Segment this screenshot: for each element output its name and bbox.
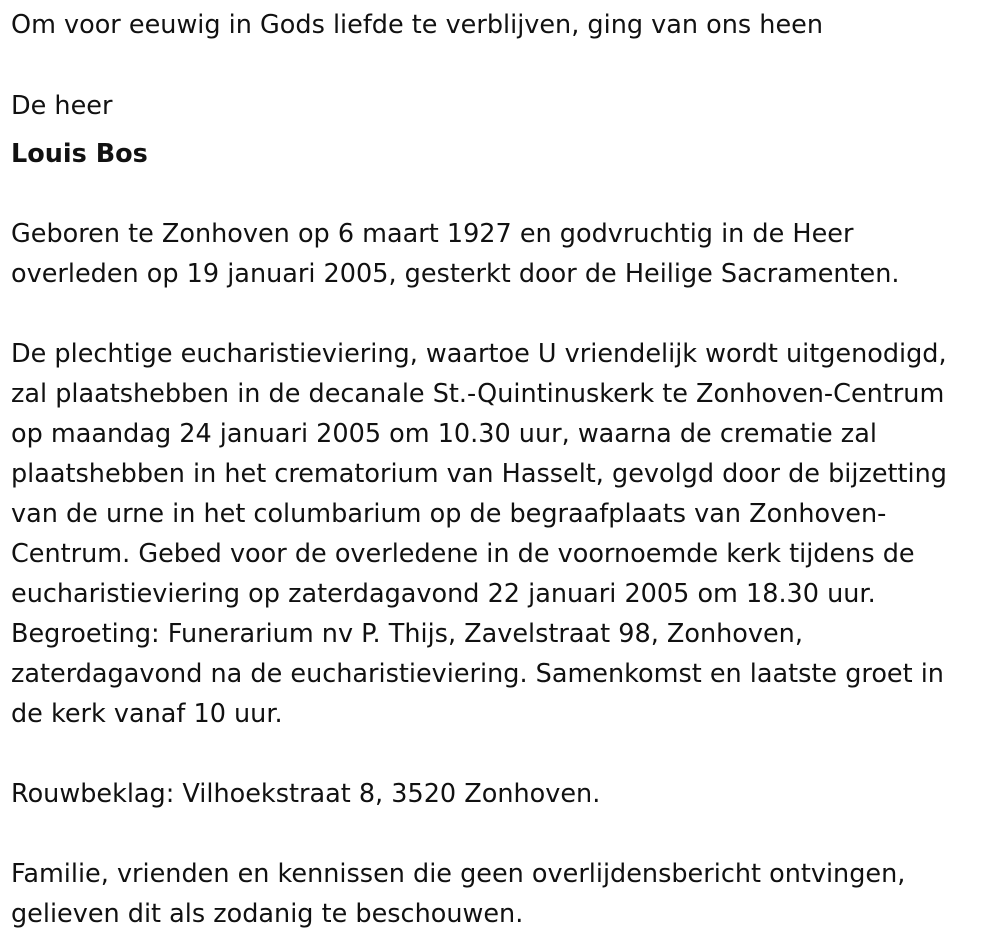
ceremony-line: plaatshebben in het crematorium van Hasselt, gevolgd door de bijzetting	[11, 459, 947, 489]
intro-line: Om voor eeuwig in Gods liefde te verblijven, ging van ons heen	[11, 10, 823, 40]
ceremony-line: Centrum. Gebed voor de overledene in de voornoemde kerk tijdens de	[11, 539, 915, 569]
ceremony-line: zaterdagavond na de eucharistieviering. Samenkomst en laatste groet in	[11, 659, 944, 689]
salutation: De heer	[11, 91, 113, 121]
birth-death-line: overleden op 19 januari 2005, gesterkt door de Heilige Sacramenten.	[11, 259, 900, 289]
birth-death-line: Geboren te Zonhoven op 6 maart 1927 en godvruchtig in de Heer	[11, 219, 854, 249]
ceremony-line: van de urne in het columbarium op de begraafplaats van Zonhoven-	[11, 499, 887, 529]
ceremony-line: eucharistieviering op zaterdagavond 22 januari 2005 om 18.30 uur.	[11, 579, 876, 609]
ceremony-line: De plechtige eucharistieviering, waartoe U vriendelijk wordt uitgenodigd,	[11, 339, 947, 369]
deceased-name: Louis Bos	[11, 139, 148, 169]
ceremony-line: zal plaatshebben in de decanale St.-Quintinuskerk te Zonhoven-Centrum	[11, 379, 945, 409]
closing-line: Familie, vrienden en kennissen die geen overlijdensbericht ontvingen,	[11, 859, 906, 889]
closing-line: gelieven dit als zodanig te beschouwen.	[11, 899, 524, 929]
condolences-address: Rouwbeklag: Vilhoekstraat 8, 3520 Zonhoven.	[11, 779, 601, 809]
ceremony-line: de kerk vanaf 10 uur.	[11, 699, 283, 729]
ceremony-line: Begroeting: Funerarium nv P. Thijs, Zavelstraat 98, Zonhoven,	[11, 619, 803, 649]
ceremony-line: op maandag 24 januari 2005 om 10.30 uur, waarna de crematie zal	[11, 419, 877, 449]
